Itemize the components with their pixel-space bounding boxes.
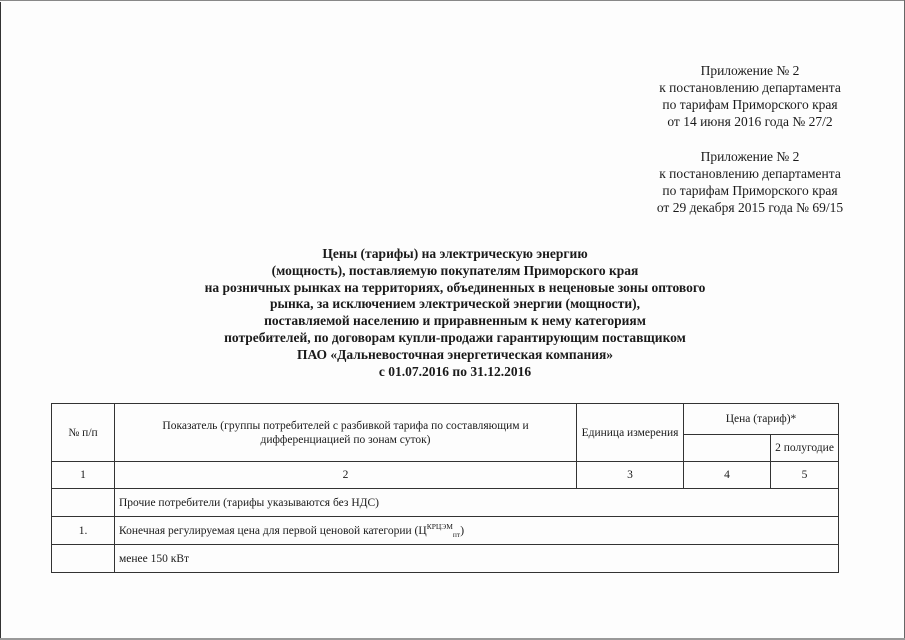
table-row <box>52 545 839 573</box>
appendix-header-1 <box>620 62 880 130</box>
column-number: 2 <box>115 462 577 489</box>
appendix-line: к постановлению департамента <box>659 166 841 181</box>
title-line: рынка, за исключением электрической энергии (мощности), <box>269 296 641 312</box>
row-text: менее 150 кВт <box>115 545 839 573</box>
appendix-line: по тарифам Приморского края <box>662 97 838 112</box>
column-number: 4 <box>684 462 771 489</box>
header-unit: Единица измерения <box>577 404 684 462</box>
title-line: потребителей, по договорам купли-продажи гарантирующим поставщиком <box>224 329 686 345</box>
table-row <box>52 489 839 517</box>
row-text <box>115 517 839 545</box>
column-number: 1 <box>52 462 115 489</box>
title-line: с 01.07.2016 по 31.12.2016 <box>378 363 532 379</box>
header-price: Цена (тариф)* <box>684 404 839 435</box>
tariff-table <box>51 403 839 573</box>
price-symbol-superscript: КРЦЭМ <box>426 522 453 531</box>
price-symbol-subscript: пт <box>452 530 461 539</box>
page-border-top <box>0 0 905 1</box>
table-row <box>52 517 839 545</box>
appendix-line: Приложение № 2 <box>700 63 800 78</box>
title-line: (мощность), поставляемую покупателям Приморского края <box>271 262 639 278</box>
header-num: № п/п <box>52 404 115 462</box>
row-text-close: ) <box>460 525 465 537</box>
appendix-line: по тарифам Приморского края <box>662 183 838 198</box>
column-number: 5 <box>771 462 839 489</box>
table-header-row <box>52 404 839 435</box>
document-title <box>100 246 810 380</box>
header-half2: 2 полугодие <box>771 435 839 462</box>
header-indicator: Показатель (группы потребителей с разбивкой тарифа по составляющим и дифференциацией по зонам суток) <box>115 404 577 462</box>
page-border-left <box>0 2 1 638</box>
appendix-line: Приложение № 2 <box>700 149 800 164</box>
appendix-line: от 29 декабря 2015 года № 69/15 <box>656 200 844 215</box>
row-num: 1. <box>52 517 115 545</box>
row-text-main: Конечная регулируемая цена для первой ценовой категории (Ц <box>119 525 427 537</box>
header-empty-cell <box>684 435 771 462</box>
row-text: Прочие потребители (тарифы указываются без НДС) <box>115 489 839 517</box>
column-number: 3 <box>577 462 684 489</box>
column-number-row <box>52 462 839 489</box>
appendix-line: от 14 июня 2016 года № 27/2 <box>667 114 833 129</box>
title-line: на розничных рынках на территориях, объединенных в неценовые зоны оптового <box>204 279 706 295</box>
appendix-line: к постановлению департамента <box>659 80 841 95</box>
row-num <box>52 545 115 573</box>
title-line: поставляемой населению и приравненным к нему категориям <box>264 313 646 329</box>
appendix-header-2 <box>620 148 880 216</box>
title-line: ПАО «Дальневосточная энергетическая компания» <box>296 346 614 362</box>
row-num <box>52 489 115 517</box>
title-line: Цены (тарифы) на электрическую энергию <box>322 246 588 261</box>
